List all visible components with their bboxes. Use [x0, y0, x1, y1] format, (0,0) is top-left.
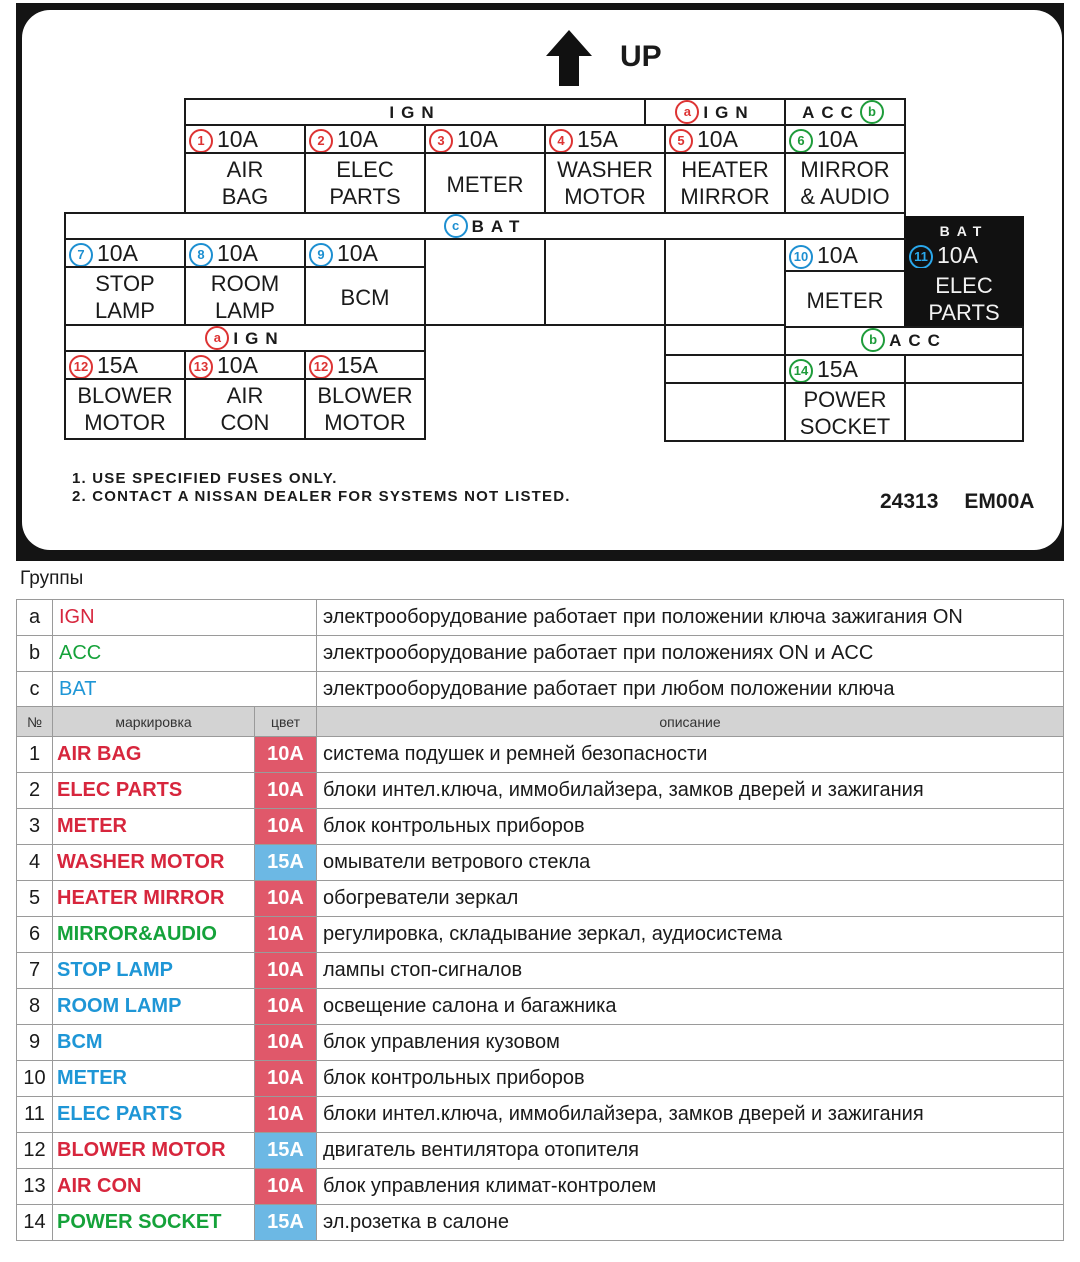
fuse-label-cell: BLOWER MOTOR — [304, 378, 426, 440]
fuse-description: двигатель вентилятора отопителя — [317, 1133, 1064, 1169]
up-direction-label: UP — [620, 40, 662, 73]
group-header-ign: a IGN — [644, 98, 786, 126]
table-row — [17, 1169, 1064, 1205]
fuse-label-cell: ELEC PARTS — [304, 152, 426, 214]
empty-fuse-slot — [664, 354, 786, 384]
fuse-label — [22, 10, 1062, 550]
fuse-rating: 14 15A — [784, 354, 906, 384]
fuse-amperage: 15A — [255, 845, 317, 881]
fuse-number: 8 — [17, 989, 53, 1025]
fuse-number: 6 — [17, 917, 53, 953]
fuse-amperage: 10A — [255, 1025, 317, 1061]
table-row — [17, 773, 1064, 809]
fuse-description: эл.розетка в салоне — [317, 1205, 1064, 1241]
fuse-amperage: 10A — [255, 773, 317, 809]
fuse-label-cell: ELEC PARTS — [904, 268, 1024, 328]
fuse-rating: 4 15A — [544, 124, 666, 154]
fuse-label-cell: BLOWER MOTOR — [64, 378, 186, 440]
fuse-number: 4 — [17, 845, 53, 881]
column-header-marking: маркировка — [53, 707, 255, 737]
fuse-number: 5 — [17, 881, 53, 917]
table-row — [17, 1097, 1064, 1133]
fuse-marking: WASHER MOTOR — [53, 845, 255, 881]
fuse-label-cell: METER — [424, 152, 546, 214]
group-row — [17, 600, 1064, 636]
fuse-description: блок контрольных приборов — [317, 1061, 1064, 1097]
fuse-amperage: 10A — [255, 953, 317, 989]
table-row — [17, 917, 1064, 953]
fuse-number: 10 — [17, 1061, 53, 1097]
fuse-number: 3 — [17, 809, 53, 845]
fuse-description: освещение салона и багажника — [317, 989, 1064, 1025]
table-row — [17, 809, 1064, 845]
group-header-bat: c BAT — [64, 212, 906, 240]
fuse-amperage: 10A — [255, 1061, 317, 1097]
fuse-marking: AIR BAG — [53, 737, 255, 773]
fuse-rating: 5 10A — [664, 124, 786, 154]
group-row — [17, 636, 1064, 672]
table-row — [17, 989, 1064, 1025]
fuse-marking: ROOM LAMP — [53, 989, 255, 1025]
fuse-number: 14 — [17, 1205, 53, 1241]
fuse-rating: 3 10A — [424, 124, 546, 154]
groups-table — [16, 599, 1064, 708]
table-row — [17, 1025, 1064, 1061]
table-row — [17, 845, 1064, 881]
fuse-amperage: 15A — [255, 1205, 317, 1241]
fuse-rating: 2 10A — [304, 124, 426, 154]
fuse-marking: ELEC PARTS — [53, 1097, 255, 1133]
fuse-marking: AIR CON — [53, 1169, 255, 1205]
fuse-description: блок контрольных приборов — [317, 809, 1064, 845]
fuse-description: блок управления кузовом — [317, 1025, 1064, 1061]
fuse-number: 9 — [17, 1025, 53, 1061]
group-name: ACC — [53, 636, 317, 672]
fuse-description: система подушек и ремней безопасности — [317, 737, 1064, 773]
fuse-label-cell: METER — [784, 270, 906, 328]
fuse-number: 11 — [17, 1097, 53, 1133]
empty-fuse-slot — [664, 324, 786, 356]
fuse-label-cell: HEATER MIRROR — [664, 152, 786, 214]
empty-fuse-slot — [664, 238, 786, 326]
group-id: c — [17, 672, 53, 708]
empty-fuse-slot — [904, 382, 1024, 442]
fuse-label-cell: AIR BAG — [184, 152, 306, 214]
fuse-description: обогреватели зеркал — [317, 881, 1064, 917]
fuse-amperage: 10A — [255, 809, 317, 845]
fuse-rating: 6 10A — [784, 124, 906, 154]
fuse-description: блоки интел.ключа, иммобилайзера, замков дверей и зажигания — [317, 1097, 1064, 1133]
fuse-label-cell: BCM — [304, 266, 426, 326]
group-header-acc: b ACC — [784, 326, 1024, 356]
group-header-ign: IGN — [184, 98, 646, 126]
label-notes: 1. USE SPECIFIED FUSES ONLY. 2. CONTACT A NISSAN DEALER FOR SYSTEMS NOT LISTED. — [72, 470, 571, 505]
fuse-marking: BCM — [53, 1025, 255, 1061]
fuse-marking: STOP LAMP — [53, 953, 255, 989]
table-row — [17, 953, 1064, 989]
group-header-bat: BAT — [904, 216, 1024, 242]
group-description: электрооборудование работает при положении ключа зажигания ON — [317, 600, 1064, 636]
empty-fuse-slot — [664, 382, 786, 442]
group-description: электрооборудование работает при любом положении ключа — [317, 672, 1064, 708]
group-header-ign: a IGN — [64, 324, 426, 352]
group-id: a — [17, 600, 53, 636]
fuse-amperage: 10A — [255, 737, 317, 773]
fuse-rating: 8 10A — [184, 238, 306, 268]
column-header-description: описание — [317, 707, 1064, 737]
groups-title: Группы — [20, 568, 84, 589]
fuse-label-cell: WASHER MOTOR — [544, 152, 666, 214]
empty-fuse-slot — [544, 238, 666, 326]
fuse-amperage: 10A — [255, 989, 317, 1025]
fuse-amperage: 10A — [255, 1097, 317, 1133]
table-row — [17, 1061, 1064, 1097]
group-header-acc: ACC b — [784, 98, 906, 126]
up-arrow-icon — [544, 28, 594, 88]
fuse-number: 1 — [17, 737, 53, 773]
fuse-label-cell: STOP LAMP — [64, 266, 186, 326]
fuse-number: 2 — [17, 773, 53, 809]
fuse-description: лампы стоп-сигналов — [317, 953, 1064, 989]
fuse-marking: POWER SOCKET — [53, 1205, 255, 1241]
fuse-number: 12 — [17, 1133, 53, 1169]
fuse-number: 13 — [17, 1169, 53, 1205]
table-row — [17, 737, 1064, 773]
group-id: b — [17, 636, 53, 672]
fuse-amperage: 10A — [255, 1169, 317, 1205]
table-row — [17, 881, 1064, 917]
fuse-label-cell: MIRROR & AUDIO — [784, 152, 906, 214]
fuse-description: блок управления климат-контролем — [317, 1169, 1064, 1205]
fuse-label-cell: ROOM LAMP — [184, 266, 306, 326]
column-header-color: цвет — [255, 707, 317, 737]
fuse-amperage: 10A — [255, 881, 317, 917]
table-row — [17, 1205, 1064, 1241]
column-header-number: № — [17, 707, 53, 737]
group-row — [17, 672, 1064, 708]
part-number: 24313 EM00A — [880, 490, 1035, 513]
fuse-description: регулировка, складывание зеркал, аудиосистема — [317, 917, 1064, 953]
fuse-rating: 12 15A — [64, 350, 186, 380]
fuse-rating: 7 10A — [64, 238, 186, 268]
fuse-marking: HEATER MIRROR — [53, 881, 255, 917]
fuse-marking: MIRROR&AUDIO — [53, 917, 255, 953]
table-row — [17, 1133, 1064, 1169]
fuse-description: омыватели ветрового стекла — [317, 845, 1064, 881]
fuse-description: блоки интел.ключа, иммобилайзера, замков дверей и зажигания — [317, 773, 1064, 809]
fuse-number: 7 — [17, 953, 53, 989]
fuse-rating: 13 10A — [184, 350, 306, 380]
empty-fuse-slot — [904, 354, 1024, 384]
fuse-marking: METER — [53, 809, 255, 845]
group-name: IGN — [53, 600, 317, 636]
fuse-label-cell: AIR CON — [184, 378, 306, 440]
fuse-rating: 11 10A — [904, 240, 1024, 270]
fuse-rating: 12 15A — [304, 350, 426, 380]
empty-fuse-slot — [424, 238, 546, 326]
fuse-amperage: 10A — [255, 917, 317, 953]
fuse-table — [16, 706, 1064, 1241]
group-name: BAT — [53, 672, 317, 708]
fuse-rating: 1 10A — [184, 124, 306, 154]
group-description: электрооборудование работает при положениях ON и ACC — [317, 636, 1064, 672]
fuse-label-cell: POWER SOCKET — [784, 382, 906, 442]
fuse-rating: 9 10A — [304, 238, 426, 268]
fuse-amperage: 15A — [255, 1133, 317, 1169]
fuse-rating: 10 10A — [784, 238, 906, 272]
fuse-marking: ELEC PARTS — [53, 773, 255, 809]
fuse-marking: METER — [53, 1061, 255, 1097]
fuse-marking: BLOWER MOTOR — [53, 1133, 255, 1169]
